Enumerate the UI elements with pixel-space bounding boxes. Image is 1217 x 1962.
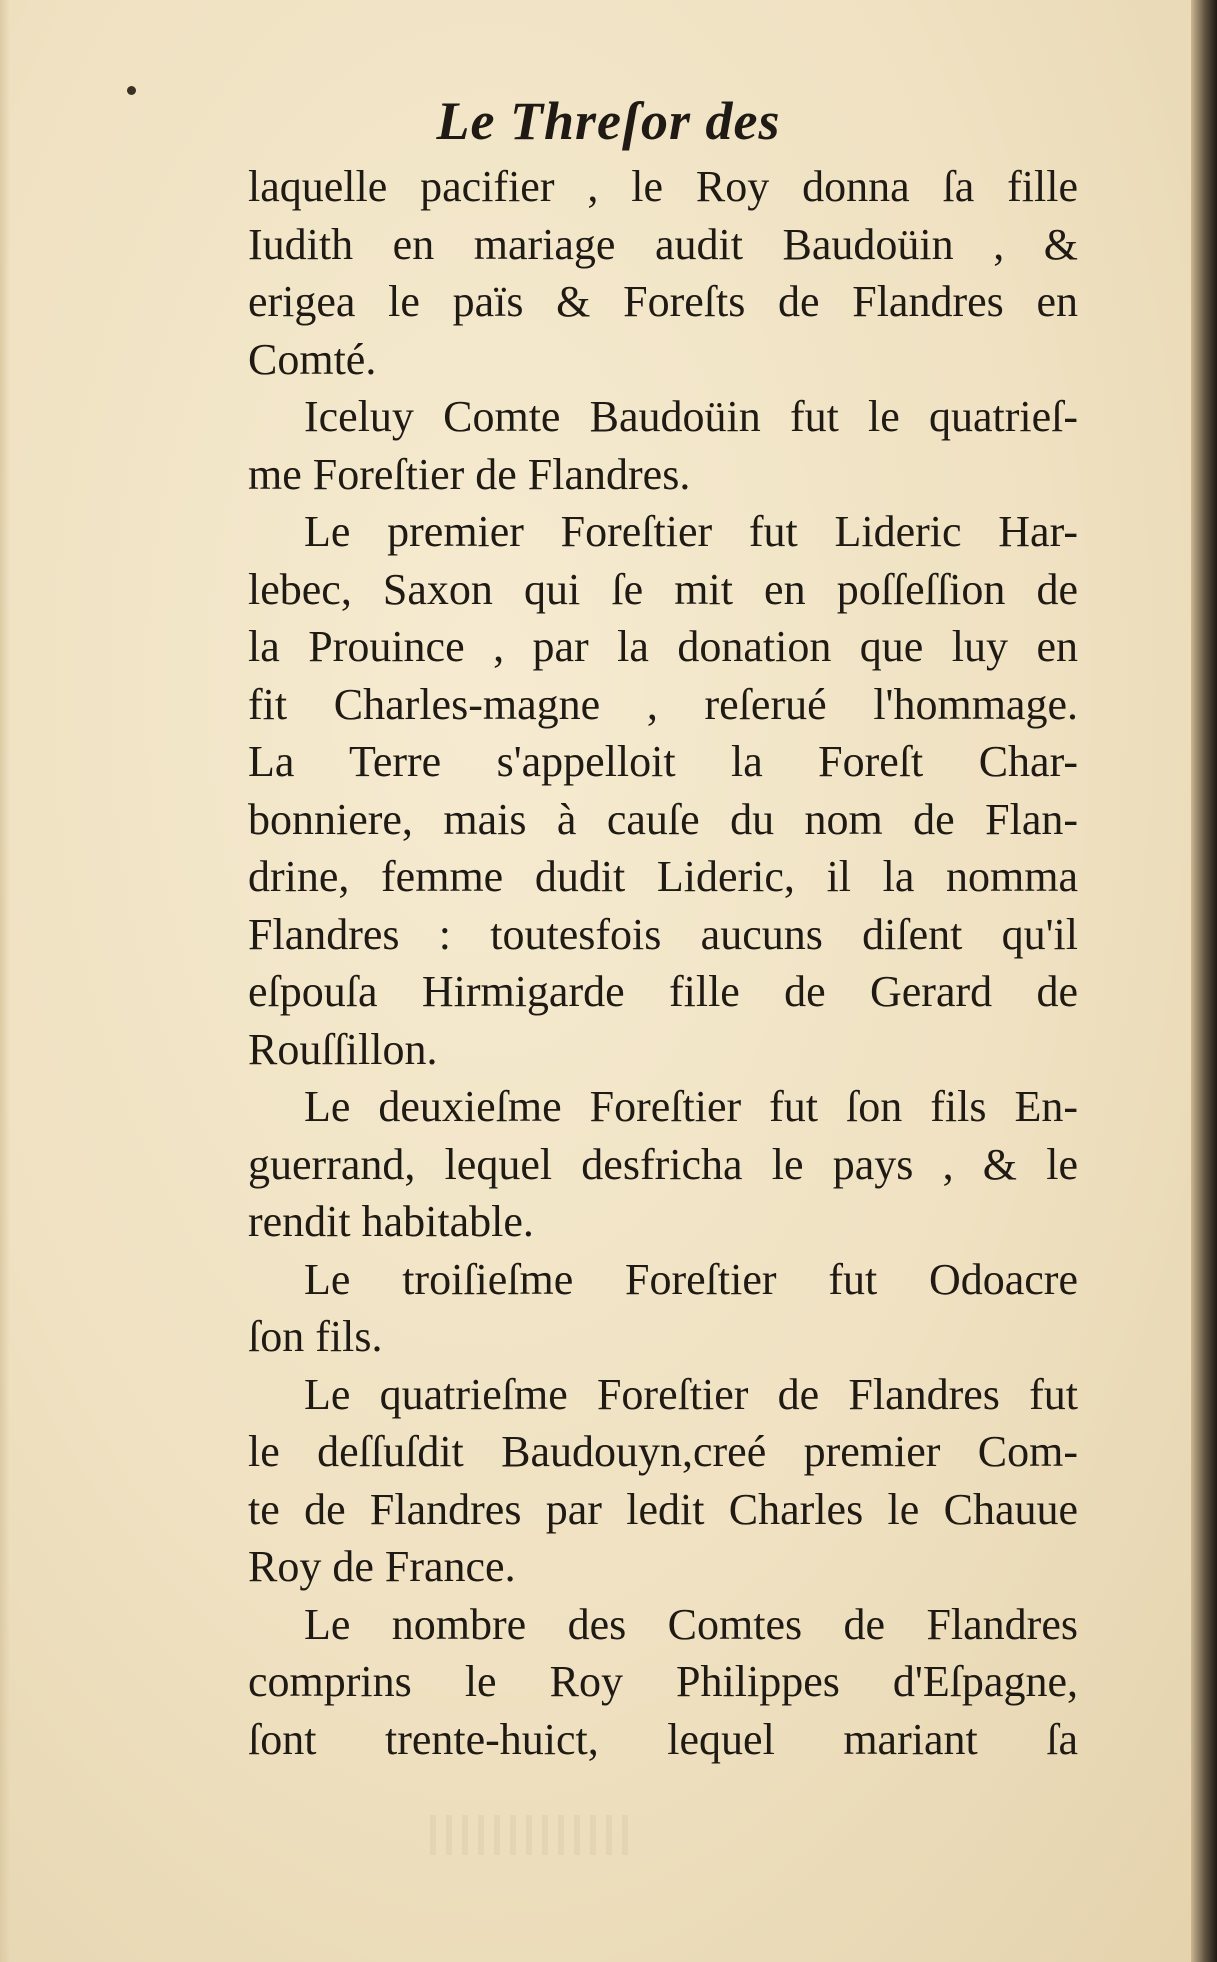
text-line: Le nombre des Comtes de Flandres: [304, 1599, 1078, 1649]
text-line: bonniere, mais à cauſe du nom de Flan-: [248, 794, 1078, 844]
text-line: ſont trente-huict, lequel mariant ſa: [248, 1714, 1078, 1764]
text-line: drine, femme dudit Lideric, il la nomma: [248, 852, 1078, 901]
show-through-ink: [430, 1815, 630, 1855]
text-line: Iudith en mariage audit Baudoüin , &: [248, 219, 1078, 269]
text-line: rendit habitable.: [248, 1197, 534, 1246]
text-line: Le troiſieſme Foreſtier fut Odoacre: [304, 1254, 1078, 1304]
text-line: me Foreſtier de Flandres.: [248, 449, 691, 499]
text-line: guerrand, lequel desfricha le pays , & le: [248, 1139, 1078, 1189]
text-line: Flandres : toutesfois aucuns diſent qu'il: [248, 909, 1078, 959]
text-line: Comté.: [248, 334, 377, 384]
text-line: La Terre s'appelloit la Foreſt Char-: [248, 737, 1078, 786]
text-line: le deſſuſdit Baudouyn,creé premier Com-: [248, 1427, 1078, 1476]
text-line: fit Charles-magne , reſerué l'hommage.: [248, 679, 1078, 729]
running-head: Le Threſor des: [436, 91, 781, 151]
text-line: Le premier Foreſtier fut Lideric Har-: [304, 507, 1078, 556]
text-line: Le quatrieſme Foreſtier de Flandres fut: [304, 1369, 1078, 1419]
text-line: eſpouſa Hirmigarde fille de Gerard de: [248, 967, 1078, 1016]
page-left-edge: [0, 0, 10, 1962]
text-line: erigea le païs & Foreſts de Flandres en: [248, 277, 1078, 326]
text-line: Roy de France.: [248, 1542, 516, 1591]
page-gutter-shadow: [1191, 0, 1217, 1962]
text-line: Rouſſillon.: [248, 1024, 438, 1074]
text-line: te de Flandres par ledit Charles le Chauue: [248, 1484, 1078, 1534]
text-line: Iceluy Comte Baudoüin fut le quatrieſ-: [304, 392, 1078, 441]
text-line: Le deuxieſme Foreſtier fut ſon fils En-: [304, 1082, 1078, 1131]
text-line: lebec, Saxon qui ſe mit en poſſeſſion de: [248, 564, 1078, 614]
text-line: laquelle pacifier , le Roy donna ſa fille: [248, 162, 1078, 211]
body-text: [248, 158, 1078, 1768]
text-line: la Prouince , par la donation que luy en: [248, 622, 1078, 671]
text-line: comprins le Roy Philippes d'Eſpagne,: [248, 1657, 1078, 1706]
text-line: ſon fils.: [248, 1312, 383, 1361]
